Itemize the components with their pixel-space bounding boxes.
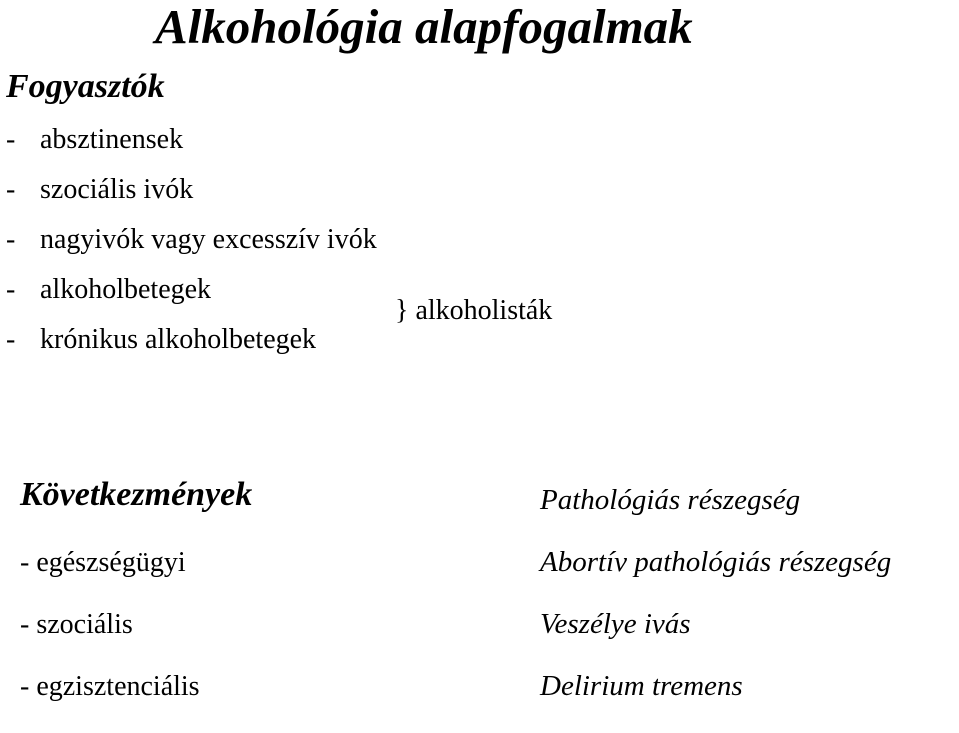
drunkenness-list	[540, 484, 891, 732]
list-item: - egzisztenciális	[20, 671, 200, 702]
list-item-text: absztinensek	[40, 124, 184, 155]
consumers-list	[6, 124, 377, 374]
consequences-heading: Következmények	[20, 476, 253, 513]
list-item-text: nagyivók vagy excesszív ivók	[40, 224, 377, 255]
consumers-heading: Fogyasztók	[6, 68, 165, 105]
bullet-dash: -	[6, 224, 16, 255]
list-item	[6, 224, 377, 274]
list-item	[6, 174, 377, 224]
list-item: Veszélye ivás	[540, 608, 691, 640]
list-item: - szociális	[20, 609, 133, 640]
list-item-text: alkoholbetegek	[40, 274, 212, 305]
bullet-dash: -	[6, 124, 16, 155]
bullet-dash: -	[6, 324, 16, 355]
bullet-dash: -	[6, 274, 16, 305]
list-item: Abortív pathológiás részegség	[540, 546, 892, 578]
list-item-text: krónikus alkoholbetegek	[40, 324, 317, 355]
list-item	[6, 274, 377, 324]
list-item	[6, 324, 377, 374]
list-item: Pathológiás részegség	[540, 484, 801, 516]
bullet-dash: -	[6, 174, 16, 205]
list-item-text: szociális ivók	[40, 174, 194, 205]
alcoholics-grouping-note: } alkoholisták	[395, 295, 553, 326]
page-title: Alkohológia alapfogalmak	[155, 0, 693, 54]
list-item	[6, 124, 377, 174]
consequences-list	[20, 547, 200, 733]
list-item: Delirium tremens	[540, 670, 743, 702]
list-item: - egészségügyi	[20, 547, 186, 578]
